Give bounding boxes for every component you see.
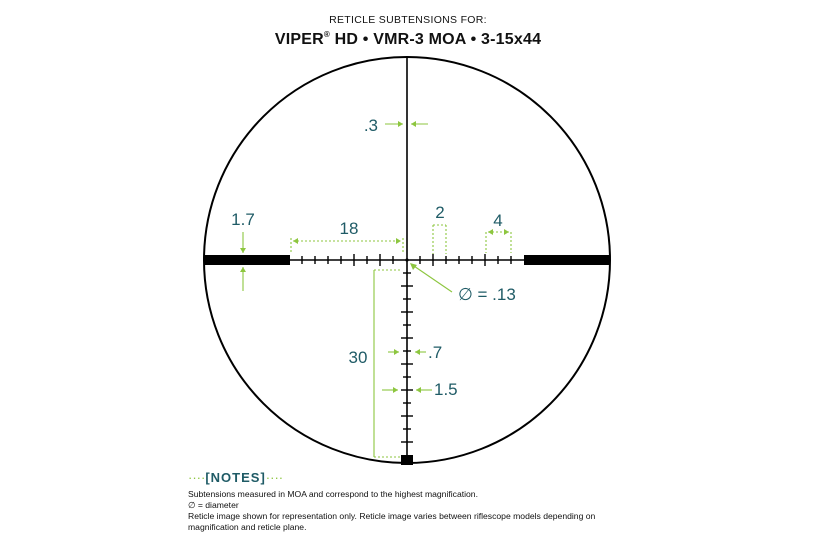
label-hash-spacing: 4 [493,211,503,230]
drop-hash-small-arrow [415,349,420,355]
registered-mark: ® [323,30,330,39]
hash-spacing-arrow [488,229,493,235]
notes-body [188,489,628,533]
label-post-thickness: 1.7 [231,210,255,229]
post-gap-arrow [396,238,401,244]
notes-title: [NOTES] [205,470,266,485]
label-hash-width: 2 [435,203,445,222]
post-thickness-arrow [240,267,246,272]
drop-hash-large-arrow [416,387,421,393]
notes-heading: ····[NOTES]···· [188,470,284,485]
right-thick-post [524,255,610,265]
dot-diameter-arrow [410,263,417,270]
label-dot-diameter: ∅ = .13 [458,285,516,304]
note-line: Subtensions measured in MOA and correspond to the highest magnification. [188,489,478,499]
title-model: HD • VMR-3 MOA • 3-15x44 [329,31,542,48]
title-brand: VIPER [274,31,324,48]
label-drop-hash-large: 1.5 [434,380,458,399]
post-gap-arrow [293,238,298,244]
bottom-post [401,455,413,465]
hash-spacing-arrow [504,229,509,235]
top-gap-arrow [411,121,416,127]
label-top-gap: .3 [363,116,378,135]
top-gap-arrow [398,121,403,127]
label-post-gap: 18 [339,219,359,238]
reticle-lines [204,57,610,465]
label-drop-length: 30 [348,348,368,367]
left-thick-post [204,255,290,265]
drop-hash-large-arrow [393,387,398,393]
note-line: ∅ = diameter [188,500,239,510]
center-dot [405,258,408,261]
dot-diameter-leader [411,264,452,292]
post-thickness-arrow [240,248,246,253]
reticle-subtitle: RETICLE SUBTENSIONS FOR: [329,14,487,26]
note-line: Reticle image shown for representation only. Reticle image varies between riflescope models depending on magnification and reticle plane. [188,511,596,532]
label-drop-hash-small: .7 [428,343,443,362]
drop-hash-small-arrow [394,349,399,355]
